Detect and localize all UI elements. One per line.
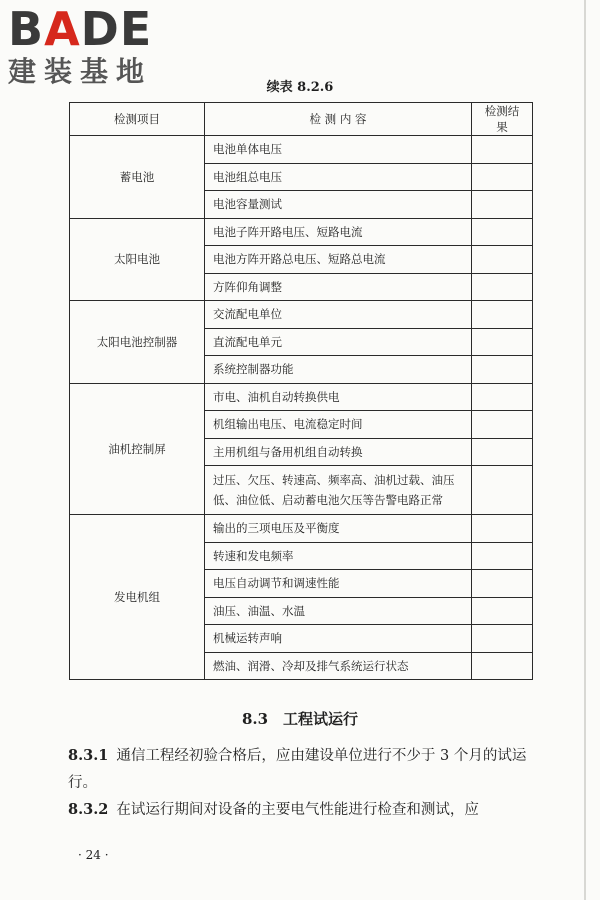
paragraph-8-3-1 xyxy=(68,742,538,797)
header-content: 检 测 内 容 xyxy=(205,103,472,136)
inspection-item: 发电机组 xyxy=(70,515,205,680)
table-caption: 续表 8.2.6 xyxy=(266,80,334,95)
inspection-content: 油压、油温、水温 xyxy=(205,597,472,625)
inspection-result-cell[interactable] xyxy=(472,625,533,653)
clause-text: 通信工程经初验合格后，应由建设单位进行不少于 3 个月的试运行。 xyxy=(68,748,527,791)
inspection-content: 市电、油机自动转换供电 xyxy=(205,383,472,411)
header-item: 检测项目 xyxy=(70,103,205,136)
inspection-content: 转速和发电频率 xyxy=(205,542,472,570)
page-number: · 24 · xyxy=(78,848,109,862)
header-result: 检测结果 xyxy=(472,103,533,136)
inspection-content: 电池容量测试 xyxy=(205,191,472,219)
inspection-result-cell[interactable] xyxy=(472,191,533,219)
inspection-content: 电压自动调节和调速性能 xyxy=(205,570,472,598)
inspection-result-cell[interactable] xyxy=(472,411,533,439)
inspection-content: 系统控制器功能 xyxy=(205,356,472,384)
paragraph-8-3-2 xyxy=(68,796,538,824)
inspection-content: 直流配电单元 xyxy=(205,328,472,356)
clause-number: 8.3.2 xyxy=(68,801,109,818)
table-row xyxy=(70,301,533,329)
inspection-content: 主用机组与备用机组自动转换 xyxy=(205,438,472,466)
inspection-result-cell[interactable] xyxy=(472,136,533,164)
inspection-result-cell[interactable] xyxy=(472,438,533,466)
inspection-content: 电池组总电压 xyxy=(205,163,472,191)
inspection-result-cell[interactable] xyxy=(472,515,533,543)
inspection-result-cell[interactable] xyxy=(472,570,533,598)
clause-number: 8.3.1 xyxy=(68,747,109,764)
inspection-content: 电池方阵开路总电压、短路总电流 xyxy=(205,246,472,274)
table-row xyxy=(70,218,533,246)
table-row xyxy=(70,515,533,543)
inspection-result-cell[interactable] xyxy=(472,597,533,625)
inspection-content: 交流配电单位 xyxy=(205,301,472,329)
inspection-content: 电池子阵开路电压、短路电流 xyxy=(205,218,472,246)
logo-wordmark: BADE xyxy=(8,2,153,56)
table-row xyxy=(70,383,533,411)
section-title: 8.3 工程试运行 xyxy=(241,710,359,728)
inspection-content: 燃油、润滑、冷却及排气系统运行状态 xyxy=(205,652,472,680)
inspection-result-cell[interactable] xyxy=(472,356,533,384)
inspection-item: 蓄电池 xyxy=(70,136,205,219)
inspection-result-cell[interactable] xyxy=(472,273,533,301)
inspection-result-cell[interactable] xyxy=(472,218,533,246)
table-row xyxy=(70,136,533,164)
inspection-result-cell[interactable] xyxy=(472,163,533,191)
clause-text: 在试运行期间对设备的主要电气性能进行检查和测试，应 xyxy=(116,802,479,818)
inspection-content: 过压、欠压、转速高、频率高、油机过载、油压低、油位低、启动蓄电池欠压等告警电路正常 xyxy=(205,466,472,515)
inspection-content: 机组输出电压、电流稳定时间 xyxy=(205,411,472,439)
inspection-content: 电池单体电压 xyxy=(205,136,472,164)
inspection-result-cell[interactable] xyxy=(472,383,533,411)
inspection-content: 方阵仰角调整 xyxy=(205,273,472,301)
logo-subtitle: 建装基地 xyxy=(8,55,153,88)
inspection-content: 输出的三项电压及平衡度 xyxy=(205,515,472,543)
inspection-table xyxy=(69,102,533,680)
inspection-result-cell[interactable] xyxy=(472,301,533,329)
inspection-item: 太阳电池 xyxy=(70,218,205,301)
inspection-result-cell[interactable] xyxy=(472,652,533,680)
inspection-result-cell[interactable] xyxy=(472,466,533,515)
page-edge-shadow xyxy=(584,0,586,900)
inspection-content: 机械运转声响 xyxy=(205,625,472,653)
inspection-result-cell[interactable] xyxy=(472,542,533,570)
inspection-item: 太阳电池控制器 xyxy=(70,301,205,384)
inspection-item: 油机控制屏 xyxy=(70,383,205,515)
inspection-result-cell[interactable] xyxy=(472,246,533,274)
inspection-result-cell[interactable] xyxy=(472,328,533,356)
table-header-row xyxy=(70,103,533,136)
